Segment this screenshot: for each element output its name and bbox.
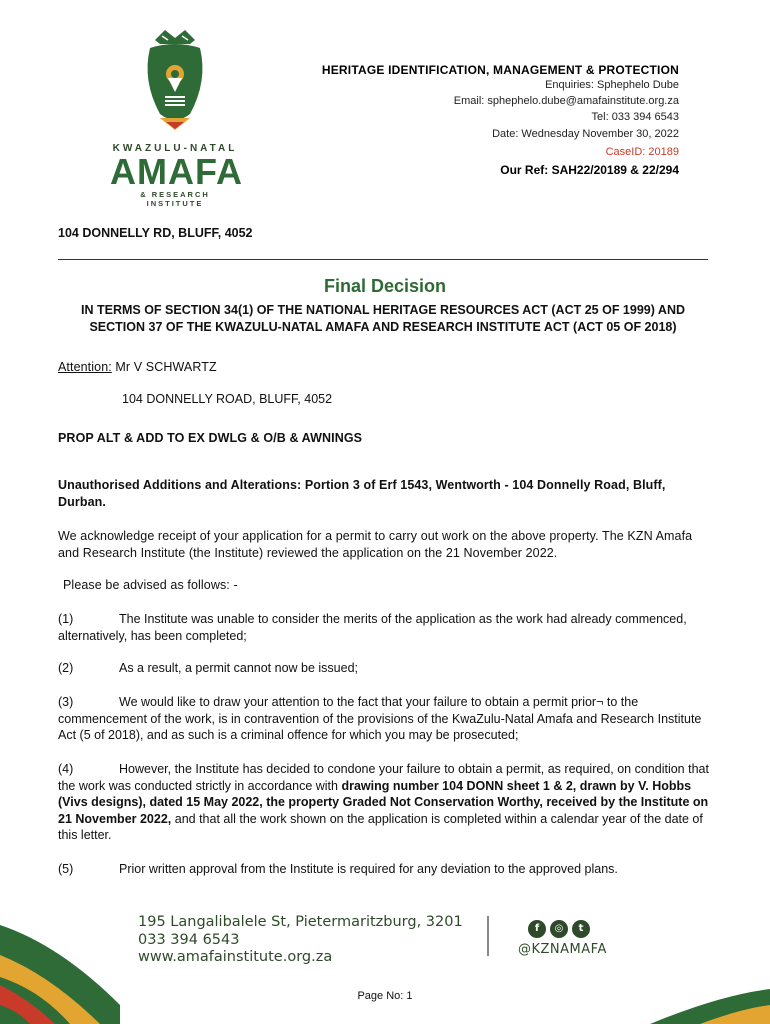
paragraph-text: The Institute was unable to consider the merits of the application as the work had already commenced, alternatively, has been completed; — [58, 612, 687, 643]
footer-contact — [138, 914, 463, 967]
paragraph-5 — [58, 861, 713, 878]
page-subtitle: IN TERMS OF SECTION 34(1) OF THE NATIONAL HERITAGE RESOURCES ACT (ACT 25 OF 1999) AND SECTION 37 OF THE KWAZULU-NATAL AMAFA AND RESEARCH INSTITUTE ACT (ACT 05 OF 2018) — [81, 303, 685, 334]
social-icons — [528, 918, 594, 938]
attention-name: Mr V SCHWARTZ — [111, 360, 217, 374]
paragraph-number: (3) — [58, 695, 74, 709]
paragraph-text-tail: and that all the work shown on the application is completed within a calendar year of the date of this letter. — [58, 811, 703, 842]
amafa-logo — [110, 26, 243, 208]
header-tel: Tel: 033 394 6543 — [591, 111, 679, 123]
paragraph-2 — [58, 660, 713, 677]
paragraph-text: Prior written approval from the Institute is required for any deviation to the approved plans. — [119, 862, 618, 876]
header-enquiries: Enquiries: Sphephelo Dube — [545, 79, 679, 91]
attention-address: 104 DONNELLY ROAD, BLUFF, 4052 — [122, 392, 333, 406]
page-title: Final Decision — [323, 276, 447, 296]
social-handle[interactable]: @KZNAMAFA — [518, 942, 607, 957]
divider — [58, 259, 708, 260]
header-email[interactable]: Email: sphephelo.dube@amafainstitute.org.za — [453, 95, 679, 107]
advised-line: Please be advised as follows: - — [63, 578, 238, 592]
footer-website[interactable]: www.amafainstitute.org.za — [138, 949, 333, 965]
shield-emblem-icon — [110, 26, 240, 138]
paragraph-text: We would like to draw your attention to the fact that your failure to obtain a permit prior¬ to the commencement of the work, is in contravention of the provisions of the KwaZulu-Natal Amafa and Research Institute Act (5 of 2018), and as such is a criminal offence for which you may be prosecuted; — [58, 695, 702, 742]
unauthorised-heading: Unauthorised Additions and Alterations: Portion 3 of Erf 1543, Wentworth - 104 Donnelly Road, Bluff, Durban. — [58, 478, 666, 509]
logo-name-text: AMAFA — [110, 151, 243, 192]
paragraph-3 — [58, 694, 713, 744]
attention-line — [58, 359, 713, 376]
facebook-icon[interactable]: f — [528, 920, 546, 938]
paragraph-1 — [58, 611, 713, 644]
paragraph-number: (1) — [58, 612, 74, 626]
header-title: HERITAGE IDENTIFICATION, MANAGEMENT & PROTECTION — [321, 63, 679, 77]
header-date: Date: Wednesday November 30, 2022 — [492, 128, 679, 140]
twitter-icon[interactable]: t — [572, 920, 590, 938]
paragraph-4 — [58, 761, 713, 844]
attention-label: Attention: — [58, 360, 112, 374]
paragraph-text: However, the Institute has decided to condone your failure to obtain a permit, as required, on condition that the work was conducted strictly in accordance with — [58, 762, 709, 793]
paragraph-number: (4) — [58, 762, 74, 776]
footer-phone: 033 394 6543 — [138, 931, 240, 948]
paragraph-number: (2) — [58, 661, 74, 675]
instagram-icon[interactable]: ◎ — [550, 920, 568, 938]
proposal-line: PROP ALT & ADD TO EX DWLG & O/B & AWNINGS — [58, 431, 363, 445]
acknowledgement-paragraph: We acknowledge receipt of your application for a permit to carry out work on the above property. The KZN Amafa and Research Institute (the Institute) reviewed the application on the 21 November 2022. — [58, 529, 693, 560]
logo-region-text: KWAZULU-NATAL — [112, 143, 238, 154]
logo-sub-text: & RESEARCH INSTITUTE — [140, 190, 210, 208]
page-number: Page No: 1 — [357, 990, 413, 1002]
header-case-id: CaseID: 20189 — [605, 146, 679, 158]
header-our-ref: Our Ref: SAH22/20189 & 22/294 — [500, 163, 679, 177]
footer-divider — [487, 916, 489, 956]
paragraph-text: As a result, a permit cannot now be issued; — [119, 661, 359, 675]
paragraph-bold-text: drawing number 104 DONN sheet 1 & 2, drawn by V. Hobbs (Vivs designs), dated 15 May 2022, the property Graded Not Conservation Worthy, received by the Institute on 21 November 2022, — [58, 778, 709, 826]
paragraph-number: (5) — [58, 862, 74, 876]
address-heading: 104 DONNELLY RD, BLUFF, 4052 — [58, 226, 253, 240]
footer-address: 195 Langalibalele St, Pietermaritzburg, 3201 — [138, 914, 463, 930]
